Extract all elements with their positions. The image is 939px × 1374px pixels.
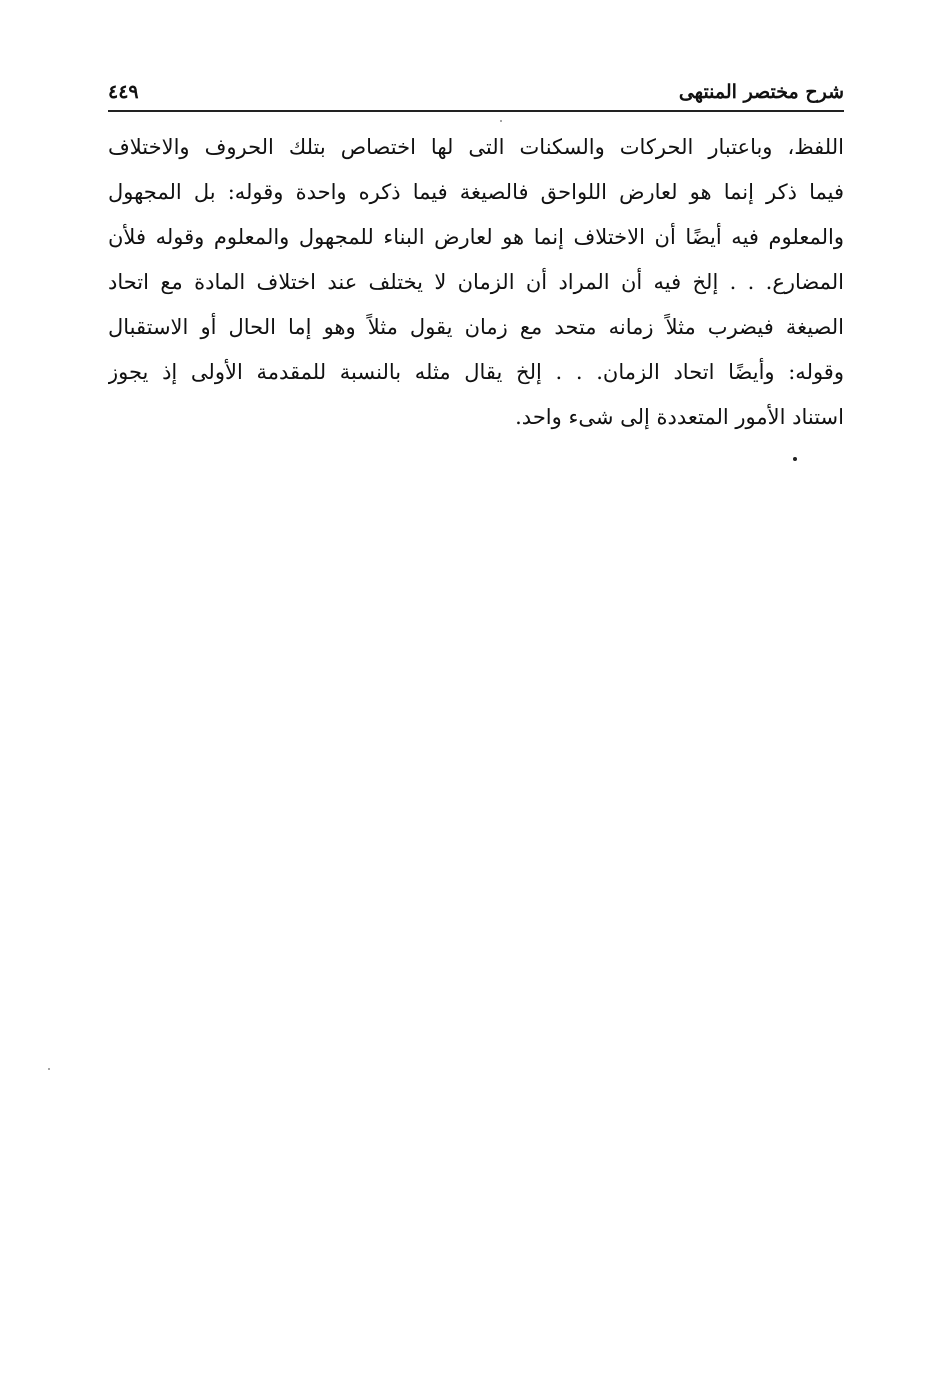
- text-line: فيما ذكر إنما هو لعارض اللواحق فالصيغة فيما ذكره واحدة وقوله: بل المجهول: [108, 180, 844, 204]
- text-line: المضارع. . . إلخ فيه أن المراد أن الزمان لا يختلف عند اختلاف المادة مع اتحاد: [108, 270, 844, 294]
- running-title: شرح مختصر المنتهى: [678, 81, 844, 103]
- page-number: ٤٤٩: [108, 81, 139, 103]
- text-line: والمعلوم فيه أيضًا أن الاختلاف إنما هو لعارض البناء للمجهول والمعلوم وقوله فلأن: [108, 225, 844, 249]
- text-line: استناد الأمور المتعددة إلى شىء واحد.: [515, 405, 844, 429]
- scan-speck: [48, 1068, 50, 1070]
- header-rule: [108, 110, 844, 112]
- section-end-dot: [793, 457, 797, 461]
- text-line: اللفظ، وباعتبار الحركات والسكنات التى لها اختصاص بتلك الحروف والاختلاف: [108, 135, 844, 159]
- body-text: [108, 125, 844, 440]
- text-line: الصيغة فيضرب مثلاً زمانه متحد مع زمان يقول مثلاً وهو إما الحال أو الاستقبال: [108, 315, 844, 339]
- scan-speck: [500, 120, 502, 122]
- text-line: وقوله: وأيضًا اتحاد الزمان. . . إلخ يقال مثله بالنسبة للمقدمة الأولى إذ يجوز: [108, 360, 844, 384]
- page-header: [108, 78, 844, 106]
